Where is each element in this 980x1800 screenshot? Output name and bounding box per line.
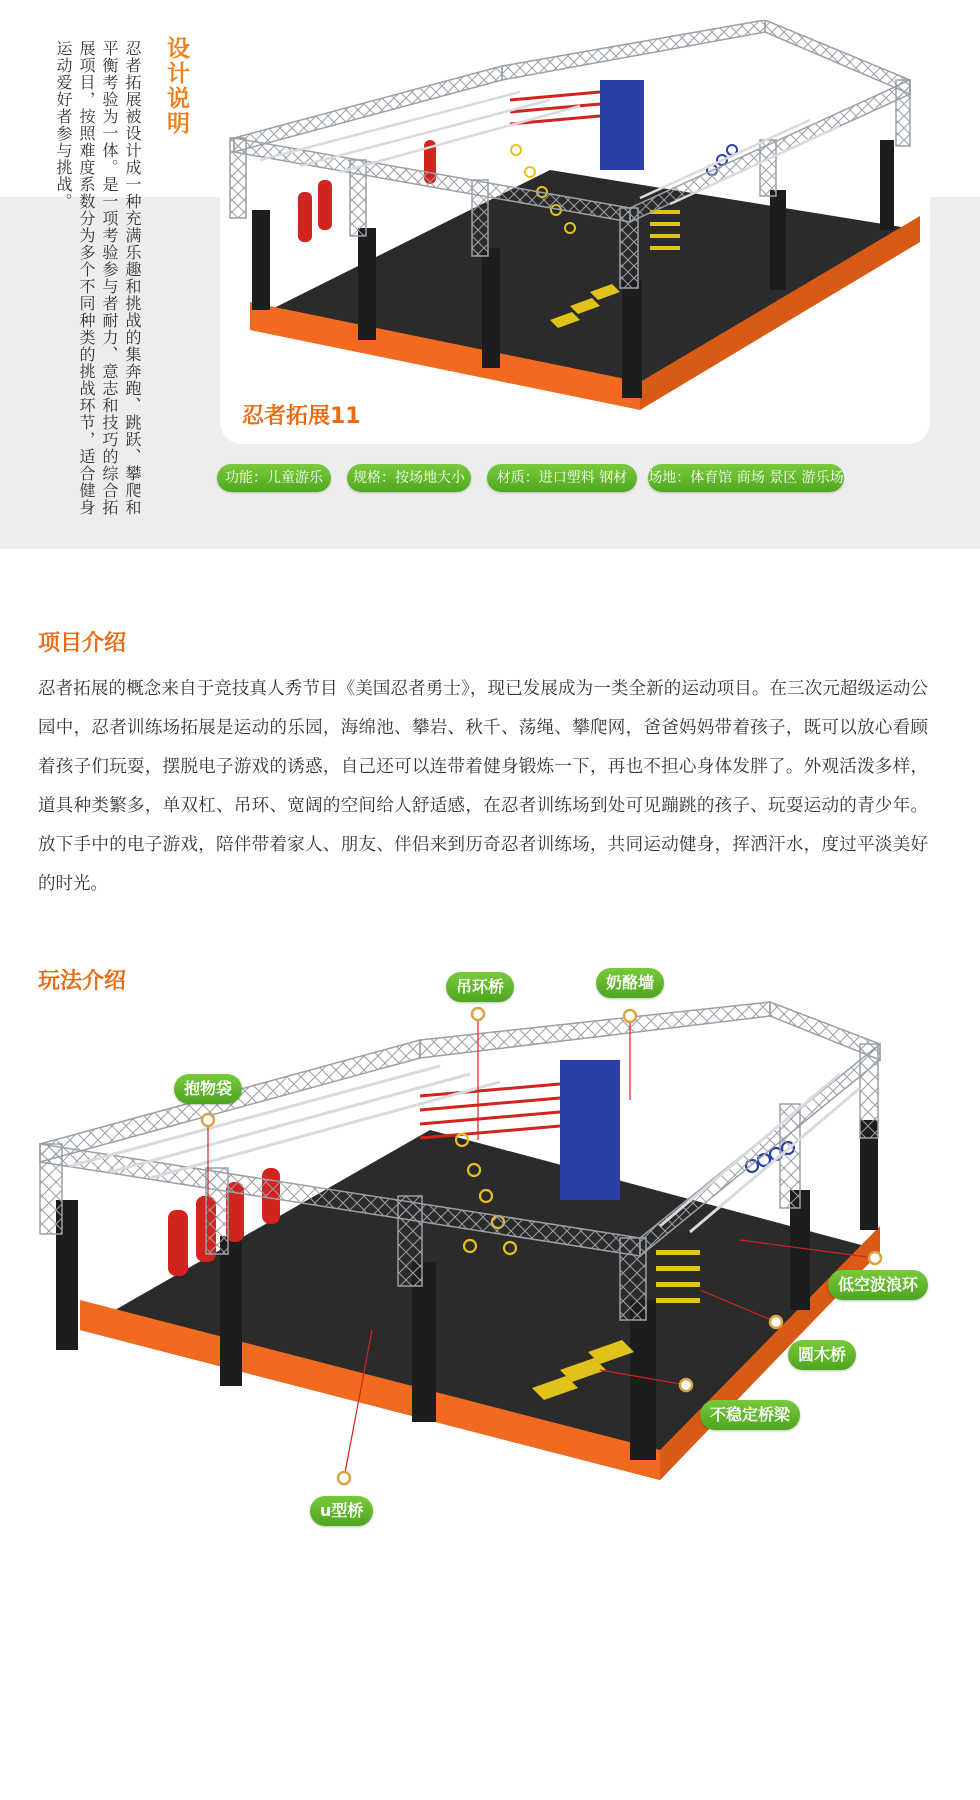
product-illustration bbox=[220, 20, 930, 444]
design-title: 设计说明 bbox=[163, 36, 189, 136]
play-illustration bbox=[0, 1000, 980, 1790]
product-name: 忍者拓展11 bbox=[242, 404, 361, 429]
label-wave-rings: 低空波浪环 bbox=[828, 1270, 928, 1300]
label-u-bridge: u型桥 bbox=[310, 1496, 373, 1526]
label-log-bridge: 圆木桥 bbox=[788, 1340, 856, 1370]
tag-function: 功能：儿童游乐 bbox=[217, 464, 331, 492]
tag-venue: 场地：体育馆 商场 景区 游乐场 bbox=[648, 464, 844, 492]
play-heading: 玩法介绍 bbox=[38, 969, 127, 994]
design-description: 忍者拓展被设计成一种充满乐趣和挑战的集奔跑、跳跃、攀爬和平衡考验为一体。是一项考验参与者耐力、意志和技巧的综合拓展项目，按照难度系数分为多个不同种类的挑战环节，适合健身运动爱好者参与挑战。 bbox=[54, 40, 142, 516]
label-punching-bag: 抱物袋 bbox=[174, 1074, 242, 1104]
product-card bbox=[220, 20, 930, 444]
intro-body: 忍者拓展的概念来自于竞技真人秀节目《美国忍者勇士》，现已发展成为一类全新的运动项目。在三次元超级运动公园中，忍者训练场拓展是运动的乐园，海绵池、攀岩、秋千、荡绳、攀爬网，爸爸妈妈带着孩子，既可以放心看顾着孩子们玩耍，摆脱电子游戏的诱惑，自己还可以连带着健身锻炼一下，再也不担心身体发胖了。外观活泼多样，道具种类繁多，单双杠、吊环、宽阔的空间给人舒适感，在忍者训练场到处可见蹦跳的孩子、玩耍运动的青少年。放下手中的电子游戏，陪伴带着家人、朋友、伴侣来到历奇忍者训练场，共同运动健身，挥洒汗水，度过平淡美好的时光。 bbox=[38, 679, 928, 894]
tag-row bbox=[217, 464, 937, 494]
tag-material: 材质：进口塑料 钢材 bbox=[487, 464, 637, 492]
label-unstable-bridge: 不稳定桥梁 bbox=[700, 1400, 800, 1430]
label-ring-bridge: 吊环桥 bbox=[446, 972, 514, 1002]
label-cheese-wall: 奶酪墙 bbox=[596, 968, 664, 998]
tag-spec: 规格：按场地大小 bbox=[347, 464, 471, 492]
intro-heading: 项目介绍 bbox=[38, 631, 127, 656]
